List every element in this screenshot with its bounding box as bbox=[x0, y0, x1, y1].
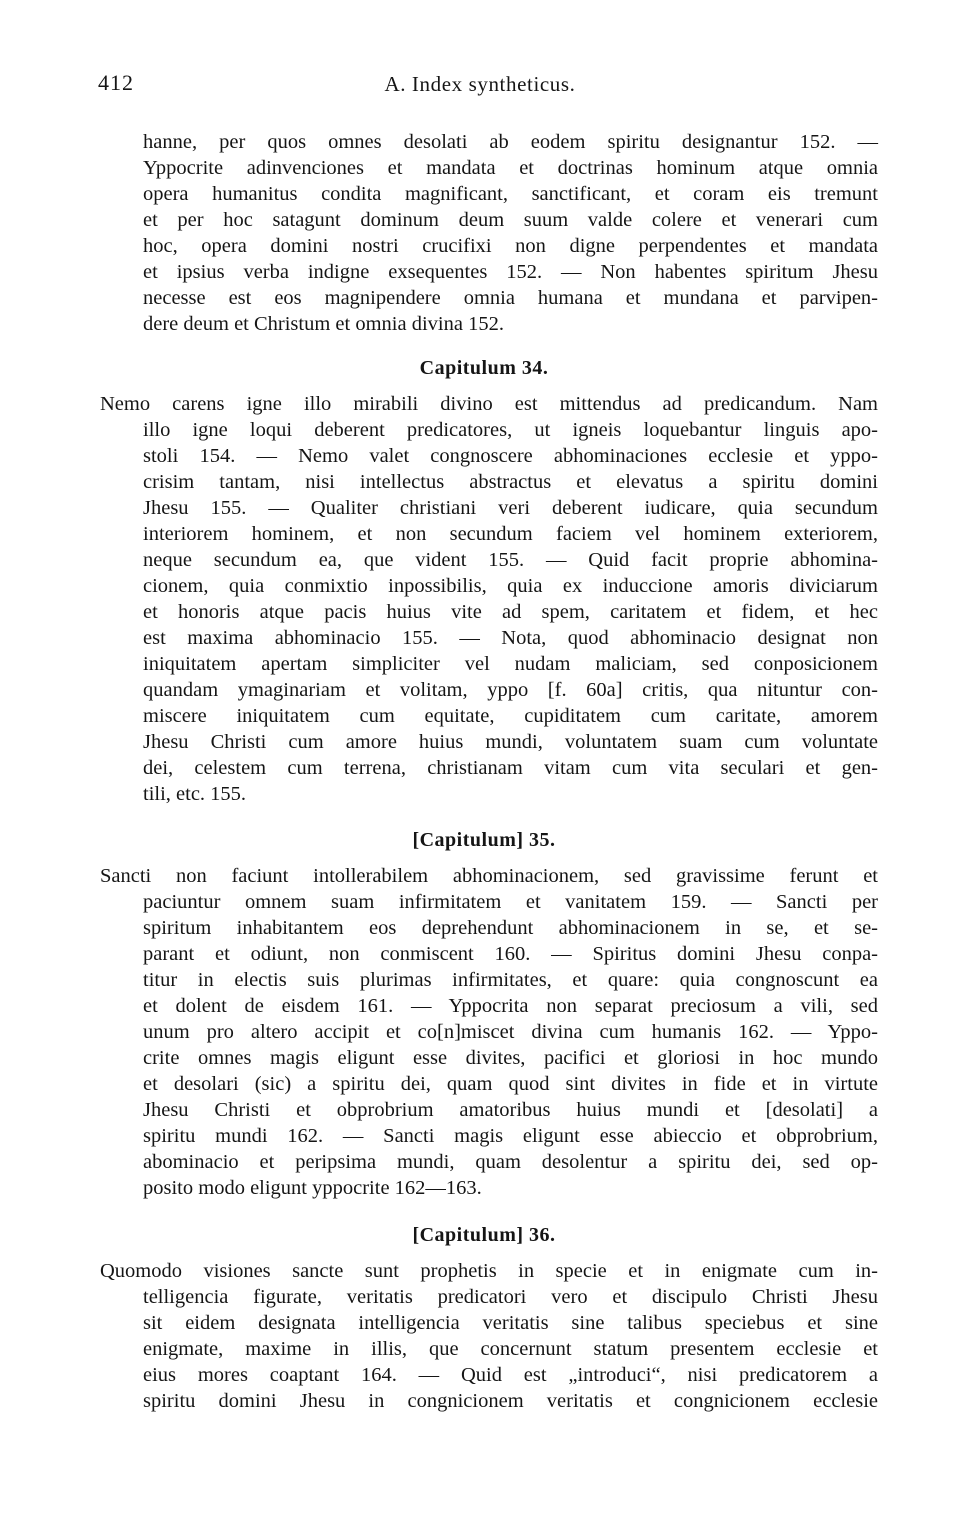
body-line: est maxima abhominacio 155. — Nota, quod abhominacio designat non bbox=[143, 627, 878, 649]
body-line: posito modo eligunt yppocrite 162—163. bbox=[143, 1177, 482, 1199]
body-line: spiritu mundi 162. — Sancti magis eligunt esse abieccio et obprobrium, bbox=[143, 1125, 878, 1147]
body-line: illo igne loqui deberent predicatores, ut igneis loquebantur linguis apo- bbox=[143, 419, 878, 441]
body-line: crite omnes magis eligunt esse divites, pacifici et gloriosi in hoc mundo bbox=[143, 1047, 878, 1069]
body-line: Jhesu 155. — Qualiter christiani veri deberent iudicare, quia secundum bbox=[143, 497, 878, 519]
running-head: A. Index syntheticus. bbox=[384, 72, 576, 96]
body-line: Jhesu Christi cum amore huius mundi, voluntatem suam cum voluntate bbox=[143, 731, 878, 753]
body-line: hoc, opera domini nostri crucifixi non digne perpendentes et mandata bbox=[143, 235, 878, 257]
body-line: et per hoc satagunt dominum deum suum valde colere et venerari cum bbox=[143, 209, 878, 231]
body-line: sit eidem designata intelligencia veritatis sine talibus speciebus et sine bbox=[143, 1312, 878, 1334]
chapter-heading: [Capitulum] 36. bbox=[412, 1224, 556, 1246]
body-line: necesse est eos magnipendere omnia humana et mundana et parvipen- bbox=[143, 287, 878, 309]
body-line: et desolari (sic) a spiritu dei, quam quod sint divites in fide et in virtute bbox=[143, 1073, 878, 1095]
body-line: paciuntur omnem suam infirmitatem et vanitatem 159. — Sancti per bbox=[143, 891, 878, 913]
body-line: unum pro altero accipit et co[n]miscet divina cum humanis 162. — Yppo- bbox=[143, 1021, 878, 1043]
body-line: telligencia figurate, veritatis predicatori vero et discipulo Christi Jhesu bbox=[143, 1286, 878, 1308]
body-line: enigmate, maxime in illis, que concernunt statum presentem ecclesie et bbox=[143, 1338, 878, 1360]
body-line: et dolent de eisdem 161. — Yppocrita non separat preciosum a vili, sed bbox=[143, 995, 878, 1017]
body-line: cionem, quia conmixtio inpossibilis, quia ex induccione amoris diviciarum bbox=[143, 575, 878, 597]
body-line: stoli 154. — Nemo valet congnoscere abhominaciones ecclesie et yppo- bbox=[143, 445, 878, 467]
body-line: quandam ymaginariam et volitam, yppo [f. 60a] critis, qua nituntur con- bbox=[143, 679, 878, 701]
body-line: Nemo carens igne illo mirabili divino est mittendus ad predicandum. Nam bbox=[100, 393, 878, 415]
body-line: eius mores coaptant 164. — Quid est „introduci“, nisi predicatorem a bbox=[143, 1364, 878, 1386]
page-number: 412 bbox=[98, 70, 134, 95]
body-line: parant et odiunt, non conmiscent 160. — Spiritus domini Jhesu conpa- bbox=[143, 943, 878, 965]
body-line: hanne, per quos omnes desolati ab eodem spiritu designantur 152. — bbox=[143, 131, 878, 153]
body-line: titur in electis suis plurimas infirmitates, et quare: quia congnoscunt ea bbox=[143, 969, 878, 991]
body-line: Quomodo visiones sancte sunt prophetis in specie et in enigmate cum in- bbox=[100, 1260, 878, 1282]
body-line: Sancti non faciunt intollerabilem abhominacionem, sed gravissime ferunt et bbox=[100, 865, 878, 887]
body-line: spiritum inhabitantem eos deprehendunt abhominacionem in se, et se- bbox=[143, 917, 878, 939]
body-line: crisim tantam, nisi intellectus abstractus et elevatus a spiritu domini bbox=[143, 471, 878, 493]
chapter-heading: [Capitulum] 35. bbox=[412, 829, 556, 851]
body-line: dei, celestem cum terrena, christianam vitam cum vita seculari et gen- bbox=[143, 757, 878, 779]
body-line: miscere iniquitatem cum equitate, cupiditatem cum caritate, amorem bbox=[143, 705, 878, 727]
body-line: opera humanitus condita magnificant, sanctificant, et coram eis tremunt bbox=[143, 183, 878, 205]
body-line: spiritu domini Jhesu in congnicionem veritatis et congnicionem ecclesie bbox=[143, 1390, 878, 1412]
body-line: abominacio et peripsima mundi, quam desolentur a spiritu dei, sed op- bbox=[143, 1151, 878, 1173]
body-line: tili, etc. 155. bbox=[143, 783, 247, 805]
body-line: Jhesu Christi et obprobrium amatoribus huius mundi et [desolati] a bbox=[143, 1099, 878, 1121]
chapter-heading: Capitulum 34. bbox=[419, 357, 549, 379]
body-line: neque secundum ea, que vident 155. — Quid facit proprie abhomina- bbox=[143, 549, 878, 571]
body-line: dere deum et Christum et omnia divina 152. bbox=[143, 313, 504, 335]
body-line: Yppocrite adinvenciones et mandata et doctrinas hominum atque omnia bbox=[143, 157, 878, 179]
body-line: iniquitatem apertam simpliciter vel nudam maliciam, sed conposicionem bbox=[143, 653, 878, 675]
body-line: interiorem hominem, et non secundum faciem vel hominem exteriorem, bbox=[143, 523, 878, 545]
body-line: et honoris atque pacis huius vite ad spem, caritatem et fidem, et hec bbox=[143, 601, 878, 623]
body-line: et ipsius verba indigne exsequentes 152. — Non habentes spiritum Jhesu bbox=[143, 261, 878, 283]
